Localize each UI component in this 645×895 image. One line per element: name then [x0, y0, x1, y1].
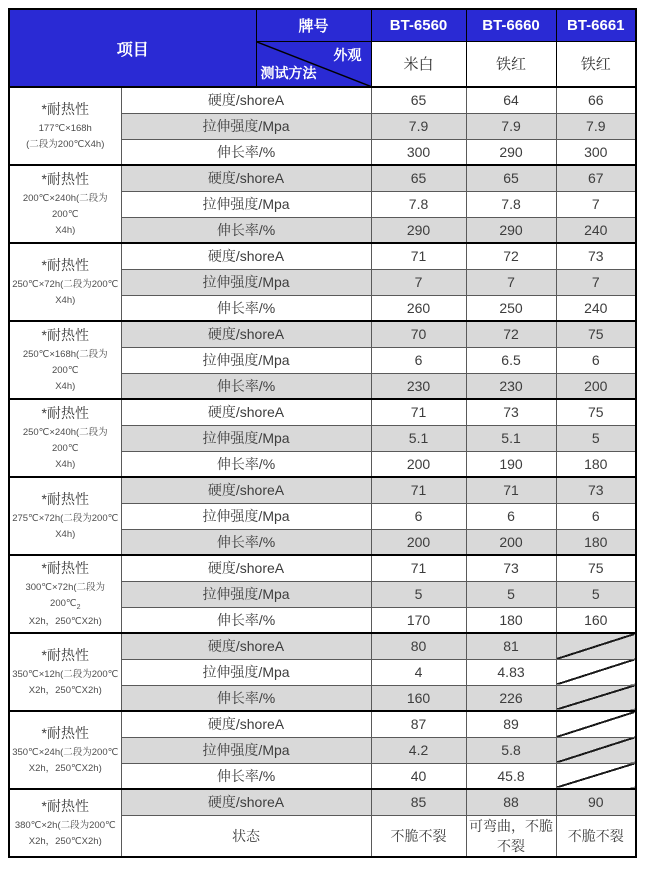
- section-title: *耐热性: [41, 646, 89, 663]
- value-cell: 71: [371, 399, 466, 425]
- value-cell: 不脆不裂: [556, 815, 636, 857]
- brand-label-header: 牌号: [256, 9, 371, 41]
- metric-label: 伸长率/%: [121, 451, 371, 477]
- table-row: [9, 165, 636, 191]
- value-cell: 180: [466, 607, 556, 633]
- value-cell: 71: [466, 477, 556, 503]
- metric-label: 拉伸强度/Mpa: [121, 425, 371, 451]
- brand-header-bt6660: BT-6660: [466, 9, 556, 41]
- table-row: [9, 243, 636, 269]
- value-cell: 7: [371, 269, 466, 295]
- value-cell: 200: [371, 451, 466, 477]
- value-cell: 67: [556, 165, 636, 191]
- section-condition-line: X2h，250℃X2h): [28, 836, 102, 848]
- empty-cell: [556, 659, 636, 685]
- value-cell: 7.8: [466, 191, 556, 217]
- value-cell: 7.9: [556, 113, 636, 139]
- section-title: *耐热性: [41, 404, 89, 421]
- section-condition-line: X4h): [55, 459, 76, 471]
- section-title: *耐热性: [41, 170, 89, 187]
- metric-label: 硬度/shoreA: [121, 243, 371, 269]
- section-condition-line: 380℃×2h(二段为200℃: [14, 819, 116, 831]
- value-cell: 4.83: [466, 659, 556, 685]
- value-cell: 80: [371, 633, 466, 659]
- metric-label: 拉伸强度/Mpa: [121, 503, 371, 529]
- value-cell: 240: [556, 295, 636, 321]
- metric-label: 伸长率/%: [121, 685, 371, 711]
- section-title: *耐热性: [41, 797, 89, 814]
- metric-label: 拉伸强度/Mpa: [121, 581, 371, 607]
- value-cell: 200: [466, 529, 556, 555]
- metric-label: 伸长率/%: [121, 295, 371, 321]
- value-cell: 200: [556, 373, 636, 399]
- empty-cell: [556, 685, 636, 711]
- section-condition-line: 177℃×168h: [38, 122, 92, 134]
- section-title: *耐热性: [41, 256, 89, 273]
- value-cell: 200: [371, 529, 466, 555]
- value-cell: 5.8: [466, 737, 556, 763]
- value-cell: 7: [556, 269, 636, 295]
- section-label: [9, 477, 121, 555]
- value-cell: 4: [371, 659, 466, 685]
- value-cell: 可弯曲，不脆不裂: [466, 815, 556, 857]
- value-cell: 290: [466, 139, 556, 165]
- value-cell: 73: [556, 243, 636, 269]
- condition-subscript: 2: [76, 604, 81, 612]
- value-cell: 240: [556, 217, 636, 243]
- value-cell: 73: [556, 477, 636, 503]
- value-cell: 190: [466, 451, 556, 477]
- header-row-brands: [9, 9, 636, 41]
- metric-label: 硬度/shoreA: [121, 711, 371, 737]
- section-condition-line: 250℃×240h(二段为200℃: [22, 426, 108, 454]
- value-cell: 180: [556, 529, 636, 555]
- project-header: 项目: [9, 9, 256, 87]
- table-row: [9, 789, 636, 815]
- value-cell: 72: [466, 321, 556, 347]
- appearance-label: 外观: [333, 46, 362, 63]
- metric-label: 伸长率/%: [121, 217, 371, 243]
- table-row: [9, 321, 636, 347]
- value-cell: 75: [556, 555, 636, 581]
- table-row: [9, 477, 636, 503]
- section-condition-line: X2h，250℃X2h): [28, 763, 102, 775]
- section-condition-line: 350℃×12h(二段为200℃: [12, 668, 119, 680]
- metric-label: 伸长率/%: [121, 529, 371, 555]
- value-cell: 170: [371, 607, 466, 633]
- brand-header-bt6560: BT-6560: [371, 9, 466, 41]
- section-condition-line: X4h): [55, 225, 76, 237]
- value-cell: 89: [466, 711, 556, 737]
- section-label: [9, 711, 121, 789]
- value-cell: 65: [371, 87, 466, 113]
- metric-label: 硬度/shoreA: [121, 321, 371, 347]
- value-cell: 71: [371, 477, 466, 503]
- value-cell: 71: [371, 243, 466, 269]
- section-condition-line: X2h，250℃X2h): [28, 615, 102, 627]
- value-cell: 160: [556, 607, 636, 633]
- value-cell: 5: [556, 425, 636, 451]
- appearance-cell-bt6661: 铁红: [556, 41, 636, 87]
- section-condition-line: X4h): [55, 295, 76, 306]
- value-cell: 180: [556, 451, 636, 477]
- value-cell: 64: [466, 87, 556, 113]
- section-title: *耐热性: [41, 100, 89, 117]
- metric-label: 硬度/shoreA: [121, 87, 371, 113]
- section-condition-line: (二段为200℃X4h): [26, 139, 105, 150]
- metric-label: 拉伸强度/Mpa: [121, 191, 371, 217]
- empty-cell: [556, 763, 636, 789]
- value-cell: 7.8: [371, 191, 466, 217]
- section-label: [9, 87, 121, 165]
- table-header: [9, 9, 636, 87]
- value-cell: 230: [371, 373, 466, 399]
- value-cell: 7.9: [371, 113, 466, 139]
- metric-label: 硬度/shoreA: [121, 555, 371, 581]
- appearance-testmethod-header: [256, 41, 371, 87]
- metric-label: 硬度/shoreA: [121, 633, 371, 659]
- value-cell: 7: [556, 191, 636, 217]
- section-label: [9, 321, 121, 399]
- table-body: [9, 87, 636, 857]
- value-cell: 45.8: [466, 763, 556, 789]
- brand-header-bt6661: BT-6661: [556, 9, 636, 41]
- value-cell: 300: [556, 139, 636, 165]
- section-condition-line: 250℃×72h(二段为200℃: [12, 278, 119, 290]
- value-cell: 290: [371, 217, 466, 243]
- section-title: *耐热性: [41, 560, 89, 576]
- metric-label: 状态: [121, 815, 371, 857]
- section-label: [9, 555, 121, 633]
- section-label: [9, 633, 121, 711]
- value-cell: 87: [371, 711, 466, 737]
- value-cell: 6: [466, 503, 556, 529]
- empty-cell: [556, 711, 636, 737]
- metric-label: 拉伸强度/Mpa: [121, 347, 371, 373]
- value-cell: 70: [371, 321, 466, 347]
- value-cell: 73: [466, 399, 556, 425]
- value-cell: 88: [466, 789, 556, 815]
- table-row: [9, 711, 636, 737]
- section-label: [9, 165, 121, 243]
- metric-label: 拉伸强度/Mpa: [121, 659, 371, 685]
- value-cell: 226: [466, 685, 556, 711]
- value-cell: 66: [556, 87, 636, 113]
- value-cell: 85: [371, 789, 466, 815]
- value-cell: 300: [371, 139, 466, 165]
- section-condition-line: 250℃×168h(二段为200℃: [22, 348, 108, 376]
- value-cell: 4.2: [371, 737, 466, 763]
- section-condition-line: 200℃×240h(二段为200℃: [22, 192, 108, 220]
- section-condition-line: X4h): [55, 529, 76, 540]
- value-cell: 72: [466, 243, 556, 269]
- value-cell: 5: [466, 581, 556, 607]
- section-label: [9, 789, 121, 857]
- metric-label: 伸长率/%: [121, 139, 371, 165]
- value-cell: 5.1: [466, 425, 556, 451]
- section-label: [9, 399, 121, 477]
- value-cell: 40: [371, 763, 466, 789]
- appearance-cell-bt6660: 铁红: [466, 41, 556, 87]
- empty-cell: [556, 633, 636, 659]
- value-cell: 71: [371, 555, 466, 581]
- value-cell: 75: [556, 321, 636, 347]
- value-cell: 6: [371, 503, 466, 529]
- metric-label: 伸长率/%: [121, 373, 371, 399]
- value-cell: 5: [556, 581, 636, 607]
- metric-label: 拉伸强度/Mpa: [121, 737, 371, 763]
- value-cell: 不脆不裂: [371, 815, 466, 857]
- value-cell: 250: [466, 295, 556, 321]
- empty-cell: [556, 737, 636, 763]
- table-row: [9, 555, 636, 581]
- section-condition-line: X2h，250℃X2h): [28, 685, 102, 697]
- value-cell: 5: [371, 581, 466, 607]
- value-cell: 6: [556, 347, 636, 373]
- value-cell: 73: [466, 555, 556, 581]
- section-title: *耐热性: [41, 724, 89, 741]
- metric-label: 硬度/shoreA: [121, 477, 371, 503]
- value-cell: 90: [556, 789, 636, 815]
- value-cell: 5.1: [371, 425, 466, 451]
- section-label: [9, 243, 121, 321]
- value-cell: 81: [466, 633, 556, 659]
- metric-label: 硬度/shoreA: [121, 399, 371, 425]
- metric-label: 拉伸强度/Mpa: [121, 113, 371, 139]
- section-title: *耐热性: [41, 326, 89, 343]
- value-cell: 7.9: [466, 113, 556, 139]
- section-condition-line: 350℃×24h(二段为200℃: [12, 746, 119, 758]
- value-cell: 75: [556, 399, 636, 425]
- section-condition-line: 300℃×72h(二段为$200℃_2$: [25, 582, 106, 612]
- value-cell: 6: [371, 347, 466, 373]
- value-cell: 260: [371, 295, 466, 321]
- section-condition-line: X4h): [55, 381, 76, 393]
- value-cell: 230: [466, 373, 556, 399]
- value-cell: 7: [466, 269, 556, 295]
- value-cell: 65: [371, 165, 466, 191]
- appearance-cell-bt6560: 米白: [371, 41, 466, 87]
- metric-label: 硬度/shoreA: [121, 789, 371, 815]
- value-cell: 6.5: [466, 347, 556, 373]
- spec-table: [8, 8, 637, 858]
- section-condition-line: 275℃×72h(二段为200℃: [12, 512, 119, 524]
- table-row: [9, 87, 636, 113]
- value-cell: 65: [466, 165, 556, 191]
- table-row: [9, 399, 636, 425]
- value-cell: 6: [556, 503, 636, 529]
- metric-label: 伸长率/%: [121, 763, 371, 789]
- value-cell: 160: [371, 685, 466, 711]
- table-row: [9, 633, 636, 659]
- metric-label: 硬度/shoreA: [121, 165, 371, 191]
- value-cell: 290: [466, 217, 556, 243]
- metric-label: 伸长率/%: [121, 607, 371, 633]
- test-method-label: 测试方法: [260, 65, 317, 81]
- metric-label: 拉伸强度/Mpa: [121, 269, 371, 295]
- section-title: *耐热性: [41, 490, 89, 507]
